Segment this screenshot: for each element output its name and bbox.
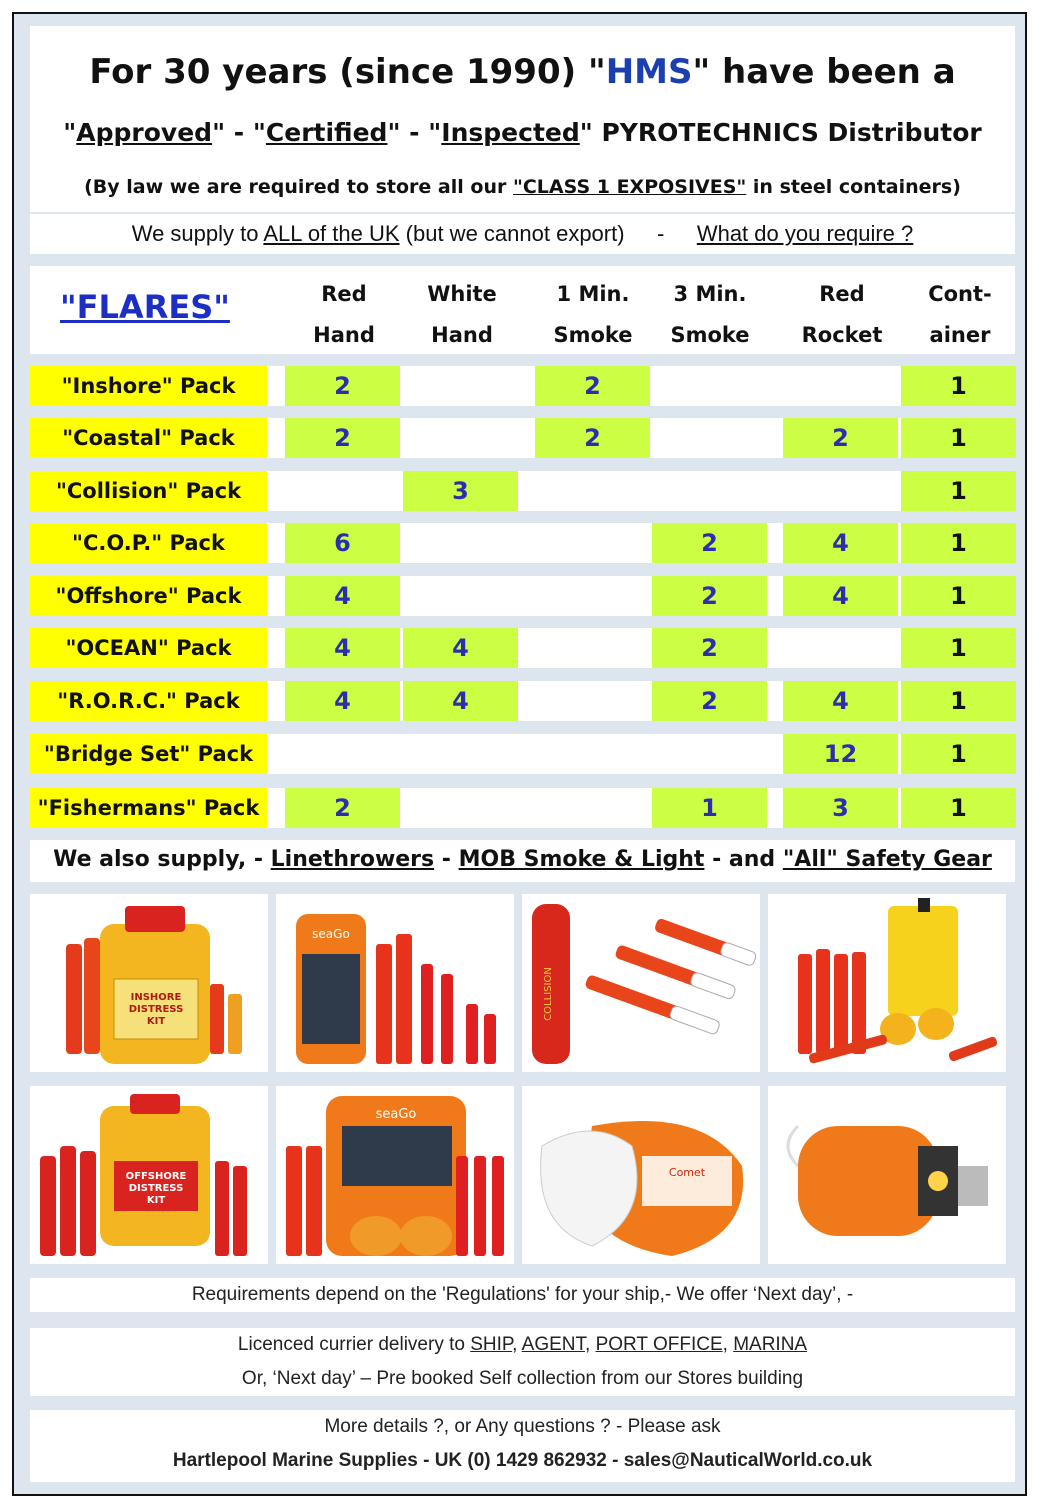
qty-cell: 2	[535, 418, 650, 458]
qty-cell: 4	[783, 523, 898, 563]
table-row	[30, 788, 1015, 828]
qty-cell: 1	[901, 576, 1016, 616]
collision-pack-image	[522, 894, 760, 1072]
qty-cell: 4	[285, 681, 400, 721]
table-header	[30, 266, 1015, 354]
qty-cell: 4	[403, 628, 518, 668]
qty-cell: 2	[652, 628, 767, 668]
pack-name: "C.O.P." Pack	[30, 523, 267, 563]
qty-cell: 1	[901, 366, 1016, 406]
collision-label: COLLISION	[543, 967, 554, 1021]
pack-name: "OCEAN" Pack	[30, 628, 267, 668]
supply-line: We supply to ALL of the UK (but we cannot export) - What do you require ?	[30, 214, 1015, 254]
seago-label: seaGo	[312, 927, 350, 941]
qty-cell: 1	[901, 471, 1016, 511]
table-row	[30, 471, 1015, 511]
qty-cell: 6	[285, 523, 400, 563]
table-row	[30, 681, 1015, 721]
require-link[interactable]: What do you require ?	[696, 221, 914, 246]
pack-name: "Fishermans" Pack	[30, 788, 267, 828]
header-panel	[30, 26, 1015, 212]
qty-cell: 4	[783, 681, 898, 721]
svg-text:KIT: KIT	[146, 1016, 166, 1027]
table-row	[30, 523, 1015, 563]
col-1min-smoke: 1 Min. Smoke	[553, 282, 633, 347]
hms-brand: HMS	[605, 52, 693, 92]
qty-cell: 1	[901, 628, 1016, 668]
qty-cell: 1	[901, 788, 1016, 828]
qty-cell: 2	[285, 418, 400, 458]
qty-cell: 2	[285, 788, 400, 828]
page-frame	[12, 12, 1027, 1496]
pack-name: "Collision" Pack	[30, 471, 267, 511]
qty-cell: 1	[652, 788, 767, 828]
seago-label: seaGo	[375, 1107, 417, 1122]
headline: For 30 years (since 1990) "HMS" have been a	[89, 52, 956, 92]
qty-cell: 12	[783, 734, 898, 774]
kit-label: OFFSHORE	[125, 1171, 187, 1182]
col-white-hand: White Hand	[427, 282, 497, 347]
qty-cell: 4	[783, 576, 898, 616]
legal-note: (By law we are required to store all our "CLASS 1 EXPOSIVES" in steel containers)	[84, 176, 961, 198]
qty-cell: 1	[901, 523, 1016, 563]
pack-name: "Bridge Set" Pack	[30, 734, 267, 774]
qty-cell: 2	[535, 366, 650, 406]
qty-cell: 2	[652, 576, 767, 616]
qty-cell: 1	[901, 734, 1016, 774]
pack-name: "R.O.R.C." Pack	[30, 681, 267, 721]
qty-cell: 1	[901, 418, 1016, 458]
qty-cell: 3	[783, 788, 898, 828]
qty-cell: 2	[652, 523, 767, 563]
inshore-kit-image	[30, 894, 268, 1072]
qty-cell: 1	[901, 681, 1016, 721]
offshore-kit-image	[30, 1086, 268, 1264]
qty-cell: 3	[403, 471, 518, 511]
svg-text:DISTRESS: DISTRESS	[128, 1004, 184, 1015]
delivery-info: Licenced currier delivery to SHIP, AGENT, PORT OFFICE, MARINA Or, ‘Next day’ – Pre booked Self collection from our Stores building	[30, 1328, 1015, 1396]
pack-name: "Coastal" Pack	[30, 418, 267, 458]
svg-text:KIT: KIT	[146, 1195, 166, 1206]
table-row	[30, 576, 1015, 616]
qty-cell: 2	[783, 418, 898, 458]
also-supply: We also supply, - Linethrowers - MOB Smoke & Light - and "All" Safety Gear	[30, 840, 1015, 882]
pack-name: "Inshore" Pack	[30, 366, 267, 406]
col-red-hand: Red Hand	[313, 282, 375, 347]
qty-cell: 2	[285, 366, 400, 406]
linethrower-image	[522, 1086, 760, 1264]
qty-cell: 2	[652, 681, 767, 721]
col-3min-smoke: 3 Min. Smoke	[670, 282, 750, 347]
kit-label: INSHORE	[130, 992, 182, 1003]
contact-panel: More details ?, or Any questions ? - Please ask Hartlepool Marine Supplies - UK (0) 1429 862932 - sales@NauticalWorld.co.uk	[30, 1410, 1015, 1482]
pack-name: "Offshore" Pack	[30, 576, 267, 616]
ship-link: SHIP	[470, 1334, 513, 1355]
table-row	[30, 366, 1015, 406]
qty-cell: 4	[285, 576, 400, 616]
yellow-canister-image	[768, 894, 1006, 1072]
seago-offshore-image	[276, 1086, 514, 1264]
svg-text:DISTRESS: DISTRESS	[128, 1183, 184, 1194]
contact-line: Hartlepool Marine Supplies - UK (0) 1429 862932 - sales@NauticalWorld.co.uk	[172, 1450, 873, 1471]
table-row	[30, 418, 1015, 458]
flares-title: "FLARES"	[60, 288, 230, 326]
mob-light-image	[768, 1086, 1006, 1264]
table-row	[30, 734, 1015, 774]
table-row	[30, 628, 1015, 668]
qty-cell: 4	[403, 681, 518, 721]
comet-label: Comet	[668, 1166, 706, 1179]
requirements-note: Requirements depend on the 'Regulations' for your ship,- We offer ‘Next day’, -	[30, 1278, 1015, 1312]
col-red-rocket: Red Rocket	[801, 282, 883, 347]
qty-cell: 4	[285, 628, 400, 668]
subheadline: "Approved" - "Certified" - "Inspected" PYROTECHNICS Distributor	[63, 118, 982, 147]
col-container: Cont- ainer	[928, 282, 992, 347]
seago-pack-image	[276, 894, 514, 1072]
